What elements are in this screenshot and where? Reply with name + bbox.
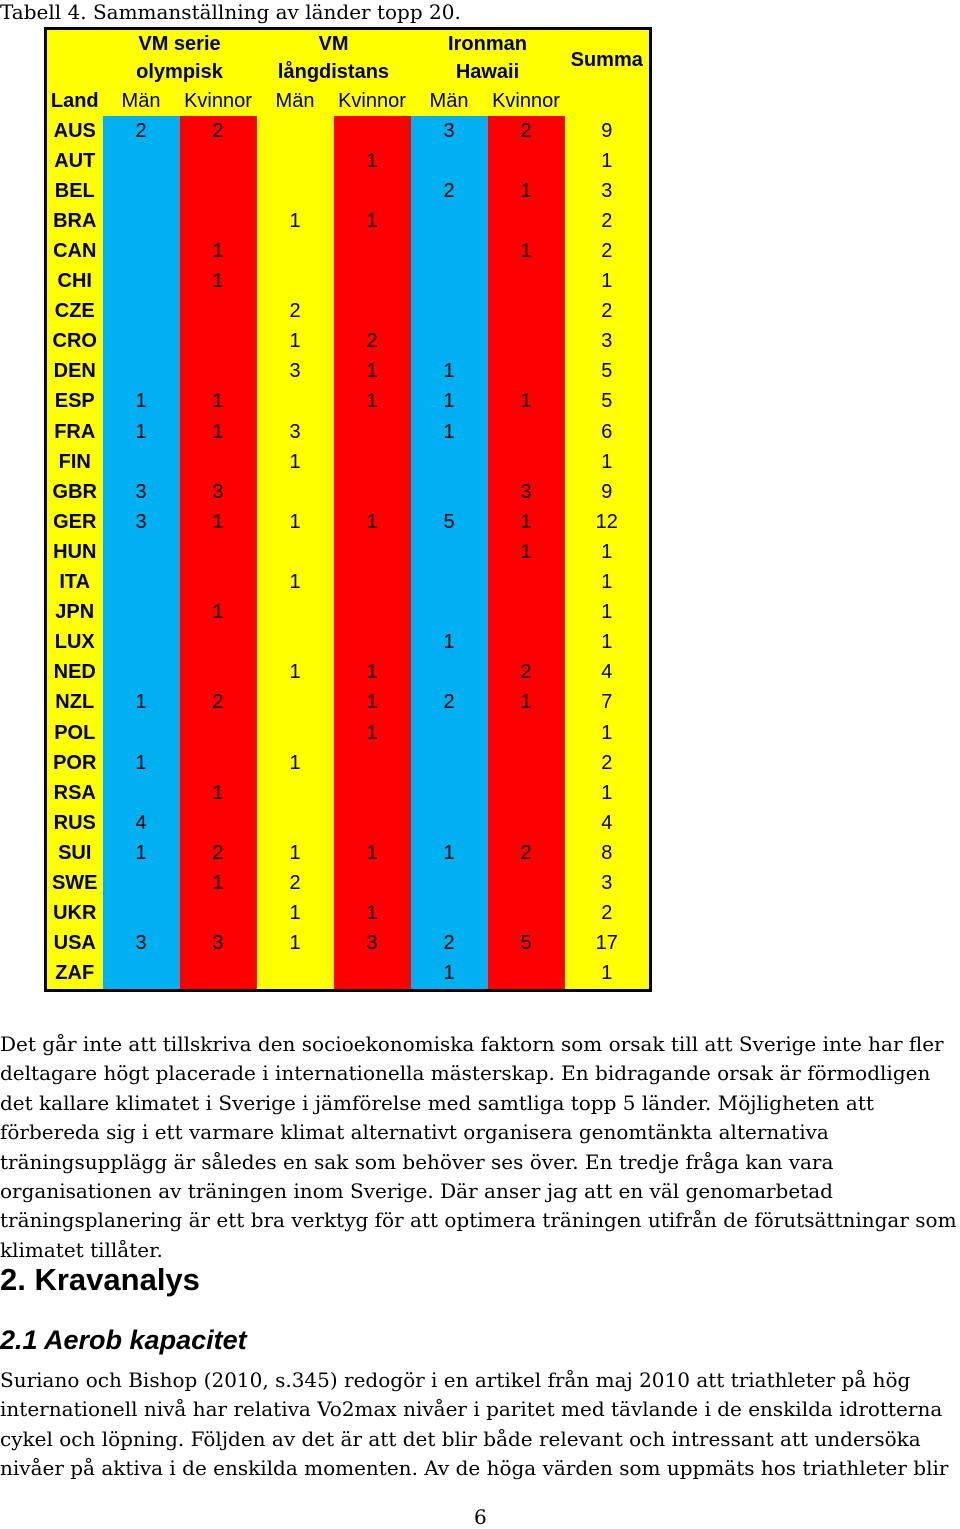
value-cell: 2: [411, 929, 488, 959]
value-cell: [488, 447, 565, 477]
country-code: BEL: [46, 176, 103, 206]
country-code: GBR: [46, 477, 103, 507]
value-cell: 1: [257, 838, 334, 868]
value-cell: [257, 537, 334, 567]
value-cell: [103, 658, 180, 688]
sum-cell: 1: [565, 598, 651, 628]
sum-cell: 1: [565, 447, 651, 477]
value-cell: 1: [411, 838, 488, 868]
sum-cell: 4: [565, 658, 651, 688]
value-cell: [488, 568, 565, 598]
value-cell: [103, 628, 180, 658]
value-cell: [411, 297, 488, 327]
value-cell: 1: [411, 959, 488, 991]
table-row: [46, 959, 651, 991]
table-row: [46, 267, 651, 297]
value-cell: [180, 146, 257, 176]
header-blank: [46, 29, 103, 87]
value-cell: 2: [334, 327, 411, 357]
value-cell: 1: [180, 598, 257, 628]
country-code: NZL: [46, 688, 103, 718]
header-vm-serie-olympisk: [103, 29, 257, 87]
value-cell: [180, 357, 257, 387]
sum-cell: 3: [565, 176, 651, 206]
value-cell: [180, 537, 257, 567]
value-cell: [257, 808, 334, 838]
value-cell: 3: [488, 477, 565, 507]
value-cell: 1: [180, 507, 257, 537]
value-cell: 1: [257, 658, 334, 688]
sum-cell: 7: [565, 688, 651, 718]
value-cell: 1: [334, 146, 411, 176]
value-cell: [334, 959, 411, 991]
table-row: [46, 838, 651, 868]
table-row: [46, 899, 651, 929]
value-cell: 1: [411, 387, 488, 417]
sum-cell: 5: [565, 387, 651, 417]
value-cell: 2: [180, 688, 257, 718]
value-cell: [488, 297, 565, 327]
sum-cell: 3: [565, 327, 651, 357]
value-cell: [103, 959, 180, 991]
value-cell: [334, 748, 411, 778]
value-cell: 1: [488, 688, 565, 718]
value-cell: 2: [257, 297, 334, 327]
value-cell: [257, 688, 334, 718]
value-cell: [180, 447, 257, 477]
value-cell: [334, 477, 411, 507]
page-number: 6: [474, 1505, 487, 1529]
value-cell: [411, 899, 488, 929]
value-cell: 1: [103, 417, 180, 447]
value-cell: [103, 176, 180, 206]
sum-cell: 4: [565, 808, 651, 838]
country-code: LUX: [46, 628, 103, 658]
value-cell: [334, 267, 411, 297]
value-cell: [411, 568, 488, 598]
value-cell: [334, 116, 411, 146]
value-cell: [488, 748, 565, 778]
sub-header-kvinnor: Kvinnor: [338, 89, 406, 112]
sub-header-kvinnor: Kvinnor: [184, 89, 252, 112]
value-cell: 1: [488, 176, 565, 206]
value-cell: 1: [103, 748, 180, 778]
sub-header-row: [46, 86, 651, 116]
country-code: AUT: [46, 146, 103, 176]
value-cell: [103, 357, 180, 387]
value-cell: 3: [257, 417, 334, 447]
country-code: SUI: [46, 838, 103, 868]
table-row: [46, 778, 651, 808]
value-cell: [257, 598, 334, 628]
value-cell: 5: [488, 929, 565, 959]
table-row: [46, 688, 651, 718]
value-cell: [411, 778, 488, 808]
value-cell: 3: [103, 929, 180, 959]
heading-kravanalys: 2. Kravanalys: [0, 1262, 200, 1297]
value-cell: [257, 778, 334, 808]
table-row: [46, 868, 651, 898]
sum-cell: 1: [565, 568, 651, 598]
value-cell: [257, 718, 334, 748]
country-code: FRA: [46, 417, 103, 447]
sub-header-man: Män: [429, 89, 469, 112]
header-line: Hawaii: [455, 61, 520, 83]
table-row: [46, 206, 651, 236]
value-cell: 2: [488, 838, 565, 868]
value-cell: [180, 297, 257, 327]
country-code: AUS: [46, 116, 103, 146]
value-cell: [411, 808, 488, 838]
value-cell: 1: [180, 417, 257, 447]
value-cell: [488, 327, 565, 357]
value-cell: 2: [180, 838, 257, 868]
country-code: BRA: [46, 206, 103, 236]
value-cell: [488, 628, 565, 658]
table-row: [46, 808, 651, 838]
value-cell: [180, 959, 257, 991]
value-cell: [488, 206, 565, 236]
table-row: [46, 929, 651, 959]
value-cell: 1: [334, 357, 411, 387]
value-cell: [334, 778, 411, 808]
value-cell: 1: [180, 236, 257, 266]
sum-cell: 2: [565, 748, 651, 778]
value-cell: 3: [411, 116, 488, 146]
sub-header-man: Män: [275, 89, 315, 112]
value-cell: 1: [103, 688, 180, 718]
header-line: VM: [318, 33, 349, 55]
value-cell: 2: [103, 116, 180, 146]
value-cell: [257, 628, 334, 658]
sum-cell: 6: [565, 417, 651, 447]
value-cell: 1: [257, 327, 334, 357]
country-code: CZE: [46, 297, 103, 327]
group-header-row: [46, 29, 651, 87]
sum-cell: 8: [565, 838, 651, 868]
value-cell: 3: [180, 477, 257, 507]
sum-cell: 17: [565, 929, 651, 959]
header-ironman-hawaii: [411, 29, 565, 87]
value-cell: 1: [334, 387, 411, 417]
value-cell: 1: [488, 387, 565, 417]
country-code: DEN: [46, 357, 103, 387]
value-cell: 1: [334, 507, 411, 537]
table-row: [46, 447, 651, 477]
value-cell: [180, 748, 257, 778]
value-cell: 1: [257, 206, 334, 236]
value-cell: [411, 206, 488, 236]
sum-cell: 1: [565, 718, 651, 748]
value-cell: [488, 267, 565, 297]
header-line: VM serie: [138, 33, 221, 55]
country-code: JPN: [46, 598, 103, 628]
sum-cell: 5: [565, 357, 651, 387]
value-cell: [411, 868, 488, 898]
value-cell: [334, 808, 411, 838]
sum-cell: 12: [565, 507, 651, 537]
paragraph-vo2max: Suriano och Bishop (2010, s.345) redogör i en artikel från maj 2010 att triathleter på hög internationell nivå har relativa Vo2max nivåer i paritet med tävlande i de enskilda idrotterna cykel och löpning. Följden av det är att det blir både relevant och intressant att undersöka nivåer på aktiva i de enskilda momenten. Av de höga värden som uppmäts hos triathleter blir: [0, 1368, 949, 1481]
value-cell: 3: [180, 929, 257, 959]
country-code: UKR: [46, 899, 103, 929]
value-cell: [103, 146, 180, 176]
value-cell: [411, 447, 488, 477]
sub-header-land: Land: [50, 89, 99, 112]
value-cell: [488, 959, 565, 991]
value-cell: [488, 417, 565, 447]
table-row: [46, 176, 651, 206]
value-cell: [257, 146, 334, 176]
value-cell: [488, 808, 565, 838]
header-line: olympisk: [136, 61, 223, 83]
country-code: ITA: [46, 568, 103, 598]
value-cell: 4: [103, 808, 180, 838]
value-cell: [334, 236, 411, 266]
value-cell: 1: [257, 748, 334, 778]
value-cell: 1: [180, 868, 257, 898]
country-code: NED: [46, 658, 103, 688]
table-row: [46, 628, 651, 658]
value-cell: [180, 658, 257, 688]
table-row: [46, 236, 651, 266]
sum-cell: 2: [565, 206, 651, 236]
value-cell: 1: [411, 628, 488, 658]
value-cell: 1: [103, 387, 180, 417]
value-cell: [334, 537, 411, 567]
value-cell: 3: [103, 507, 180, 537]
value-cell: 1: [334, 899, 411, 929]
value-cell: [411, 658, 488, 688]
sum-cell: 1: [565, 146, 651, 176]
value-cell: 1: [257, 507, 334, 537]
header-line: långdistans: [277, 61, 390, 83]
value-cell: [411, 236, 488, 266]
value-cell: 1: [334, 718, 411, 748]
value-cell: [411, 598, 488, 628]
value-cell: [334, 447, 411, 477]
country-code: POL: [46, 718, 103, 748]
value-cell: 1: [180, 778, 257, 808]
value-cell: [257, 959, 334, 991]
value-cell: [488, 598, 565, 628]
sub-header-man: Män: [121, 89, 161, 112]
value-cell: [334, 568, 411, 598]
value-cell: 1: [488, 537, 565, 567]
table-row: [46, 327, 651, 357]
value-cell: [488, 899, 565, 929]
value-cell: 1: [411, 417, 488, 447]
paragraph-climate: Det går inte att tillskriva den socioekonomiska faktorn som orsak till att Sverige inte har fler deltagare högt placerade i internationella mästerskap. En bidragande orsak är förmodligen det kallare klimatet i Sverige i jämförelse med samtliga topp 5 länder. Möjligheten att förbereda sig i ett varmare klimat alternativt organisera genomtänkta alternativa träningsupplägg är således en sak som behöver ses över. En tredje fråga kan vara organisationen av träningen inom Sverige. Där anser jag att en väl genomarbetad träningsplanering är ett bra verktyg för att optimera träningen utifrån de förutsättningar som klimatet tillåter.: [0, 1032, 957, 1262]
value-cell: 1: [334, 688, 411, 718]
sum-cell: 2: [565, 236, 651, 266]
value-cell: 1: [257, 568, 334, 598]
table-row: [46, 507, 651, 537]
value-cell: 3: [334, 929, 411, 959]
value-cell: [180, 327, 257, 357]
value-cell: [411, 327, 488, 357]
sum-cell: 1: [565, 778, 651, 808]
table-row: [46, 718, 651, 748]
country-code: ESP: [46, 387, 103, 417]
sum-cell: 1: [565, 537, 651, 567]
value-cell: [103, 537, 180, 567]
value-cell: 1: [180, 387, 257, 417]
value-cell: 3: [103, 477, 180, 507]
value-cell: [103, 297, 180, 327]
value-cell: [180, 899, 257, 929]
value-cell: [411, 477, 488, 507]
value-cell: [411, 748, 488, 778]
value-cell: [411, 146, 488, 176]
sum-cell: 9: [565, 477, 651, 507]
value-cell: [103, 598, 180, 628]
value-cell: 1: [257, 447, 334, 477]
value-cell: [334, 417, 411, 447]
value-cell: [180, 718, 257, 748]
table-row: [46, 357, 651, 387]
sub-header-kvinnor: Kvinnor: [492, 89, 560, 112]
table-row: [46, 297, 651, 327]
value-cell: [334, 598, 411, 628]
country-code: GER: [46, 507, 103, 537]
table-row: [46, 748, 651, 778]
value-cell: 1: [334, 206, 411, 236]
table-row: [46, 417, 651, 447]
country-code: CHI: [46, 267, 103, 297]
value-cell: [257, 267, 334, 297]
value-cell: [488, 868, 565, 898]
country-summary-table: [44, 27, 652, 992]
value-cell: [334, 297, 411, 327]
table-row: [46, 116, 651, 146]
value-cell: 2: [488, 658, 565, 688]
value-cell: 3: [257, 357, 334, 387]
country-code: RUS: [46, 808, 103, 838]
value-cell: [103, 899, 180, 929]
value-cell: [103, 327, 180, 357]
value-cell: 1: [334, 838, 411, 868]
sum-cell: 2: [565, 297, 651, 327]
value-cell: [257, 477, 334, 507]
table-row: [46, 477, 651, 507]
value-cell: [180, 628, 257, 658]
value-cell: [411, 718, 488, 748]
value-cell: [103, 868, 180, 898]
sum-cell: 1: [565, 628, 651, 658]
value-cell: 1: [334, 658, 411, 688]
value-cell: 5: [411, 507, 488, 537]
value-cell: [103, 267, 180, 297]
value-cell: [180, 206, 257, 236]
table-row: [46, 146, 651, 176]
header-summa: Summa: [565, 29, 651, 117]
value-cell: 1: [103, 838, 180, 868]
value-cell: [488, 357, 565, 387]
table-row: [46, 568, 651, 598]
sum-cell: 9: [565, 116, 651, 146]
value-cell: [103, 568, 180, 598]
header-line: Ironman: [448, 33, 527, 55]
value-cell: 1: [257, 899, 334, 929]
value-cell: 2: [180, 116, 257, 146]
value-cell: 1: [488, 507, 565, 537]
value-cell: [488, 778, 565, 808]
country-code: HUN: [46, 537, 103, 567]
value-cell: [180, 568, 257, 598]
sum-cell: 1: [565, 959, 651, 991]
country-code: RSA: [46, 778, 103, 808]
value-cell: [257, 387, 334, 417]
value-cell: [488, 718, 565, 748]
country-code: USA: [46, 929, 103, 959]
value-cell: [334, 868, 411, 898]
value-cell: [334, 628, 411, 658]
value-cell: [103, 447, 180, 477]
value-cell: [411, 537, 488, 567]
value-cell: 1: [411, 357, 488, 387]
value-cell: [334, 176, 411, 206]
header-vm-langdistans: [257, 29, 411, 87]
heading-aerob-kapacitet: 2.1 Aerob kapacitet: [0, 1325, 247, 1355]
value-cell: 1: [257, 929, 334, 959]
value-cell: [488, 146, 565, 176]
value-cell: [257, 236, 334, 266]
value-cell: [180, 808, 257, 838]
value-cell: [103, 778, 180, 808]
table-row: [46, 658, 651, 688]
table-row: [46, 537, 651, 567]
sum-cell: 1: [565, 267, 651, 297]
value-cell: 2: [488, 116, 565, 146]
value-cell: [257, 116, 334, 146]
value-cell: [103, 236, 180, 266]
table-caption: Tabell 4. Sammanställning av länder topp 20.: [0, 0, 461, 24]
table-row: [46, 598, 651, 628]
country-code: CRO: [46, 327, 103, 357]
value-cell: [103, 718, 180, 748]
value-cell: 1: [180, 267, 257, 297]
value-cell: 2: [411, 688, 488, 718]
country-code: CAN: [46, 236, 103, 266]
value-cell: [257, 176, 334, 206]
table-row: [46, 387, 651, 417]
value-cell: [103, 206, 180, 236]
value-cell: [411, 267, 488, 297]
value-cell: 2: [411, 176, 488, 206]
value-cell: 2: [257, 868, 334, 898]
country-code: ZAF: [46, 959, 103, 991]
value-cell: [180, 176, 257, 206]
sum-cell: 3: [565, 868, 651, 898]
sum-cell: 2: [565, 899, 651, 929]
country-code: FIN: [46, 447, 103, 477]
value-cell: 1: [488, 236, 565, 266]
country-code: POR: [46, 748, 103, 778]
country-code: SWE: [46, 868, 103, 898]
